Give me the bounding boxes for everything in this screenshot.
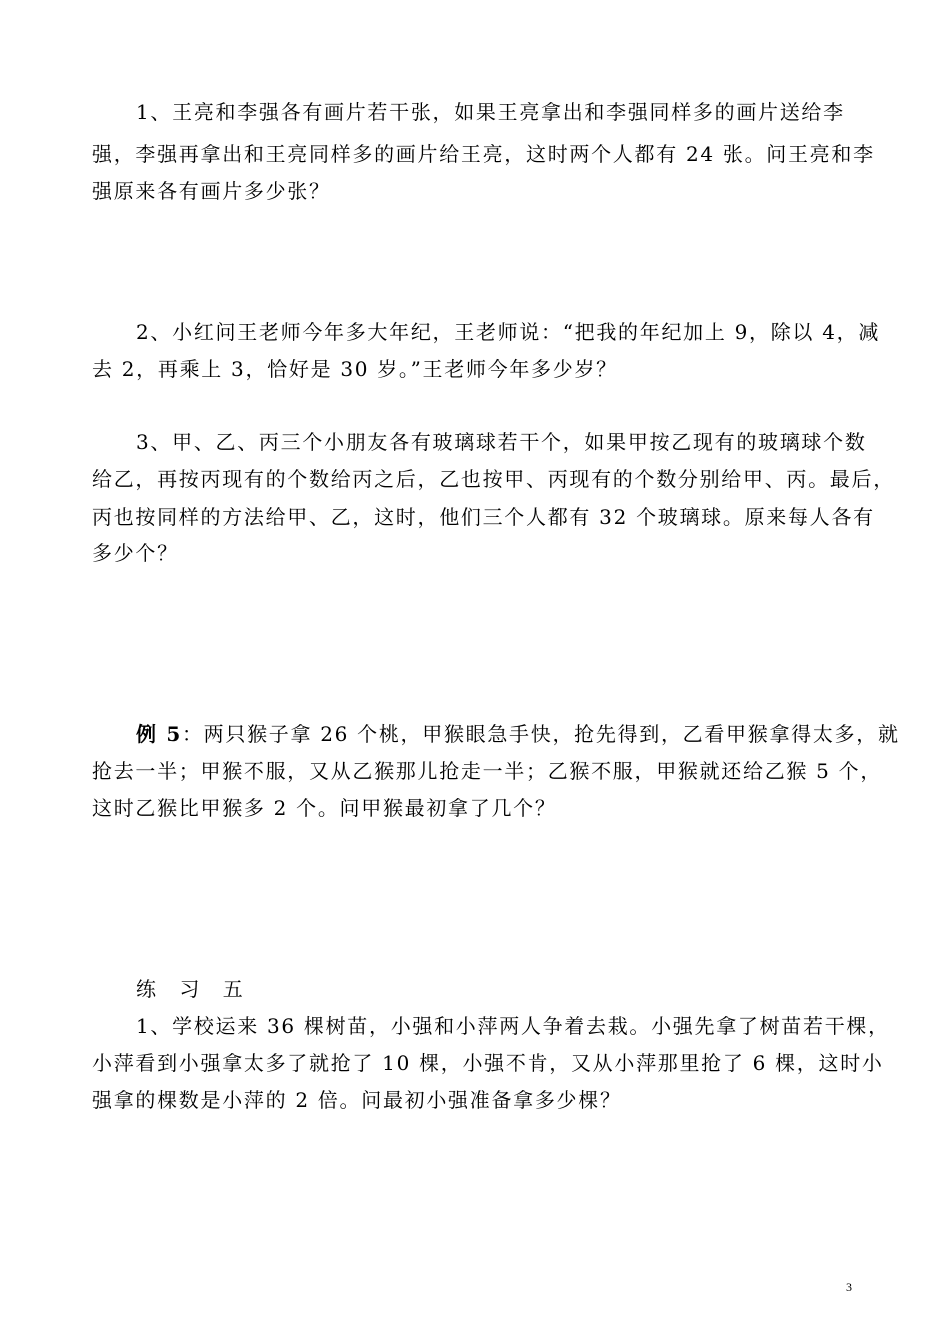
- problem-2-line-1: 2、小红问王老师今年多大年纪，王老师说：“把我的年纪加上 9，除以 4，减: [136, 320, 881, 344]
- exercise-5-heading: 练 习 五: [136, 977, 245, 1001]
- problem-3-line-4: 多少个？: [92, 541, 179, 565]
- problem-1-line-2: 强，李强再拿出和王亮同样多的画片给王亮，这时两个人都有 24 张。问王亮和李: [92, 142, 875, 166]
- example-5-line-1: [136, 722, 900, 746]
- problem-2-line-2: 去 2，再乘上 3，恰好是 30 岁。”王老师今年多少岁？: [92, 357, 618, 381]
- problem-3-line-3: 丙也按同样的方法给甲、乙，这时，他们三个人都有 32 个玻璃球。原来每人各有: [92, 505, 875, 529]
- exercise-5-line-3: 强拿的棵数是小萍的 2 倍。问最初小强准备拿多少棵？: [92, 1088, 622, 1112]
- problem-1-line-1: 1、王亮和李强各有画片若干张，如果王亮拿出和李强同样多的画片送给李: [136, 100, 845, 124]
- example-5-line-3: 这时乙猴比甲猴多 2 个。问甲猴最初拿了几个？: [92, 796, 557, 820]
- problem-3-line-2: 给乙，再按丙现有的个数给丙之后，乙也按甲、丙现有的个数分别给甲、丙。最后，: [92, 467, 895, 491]
- exercise-5-line-1: 1、学校运来 36 棵树苗，小强和小萍两人争着去栽。小强先拿了树苗若干棵，: [136, 1014, 890, 1038]
- problem-1-line-3: 强原来各有画片多少张？: [92, 179, 331, 203]
- example-5-label: 例 5: [136, 722, 182, 746]
- page-number: 3: [846, 1280, 852, 1294]
- example-5-line-2: 抢去一半；甲猴不服，又从乙猴那儿抢走一半；乙猴不服，甲猴就还给乙猴 5 个，: [92, 759, 883, 783]
- problem-3-line-1: 3、甲、乙、丙三个小朋友各有玻璃球若干个，如果甲按乙现有的玻璃球个数: [136, 430, 867, 454]
- exercise-5-line-2: 小萍看到小强拿太多了就抢了 10 棵，小强不肯，又从小萍那里抢了 6 棵，这时小: [92, 1051, 884, 1075]
- example-5-text-1: ：两只猴子拿 26 个桃，甲猴眼急手快，抢先得到，乙看甲猴拿得太多，就: [181, 722, 900, 746]
